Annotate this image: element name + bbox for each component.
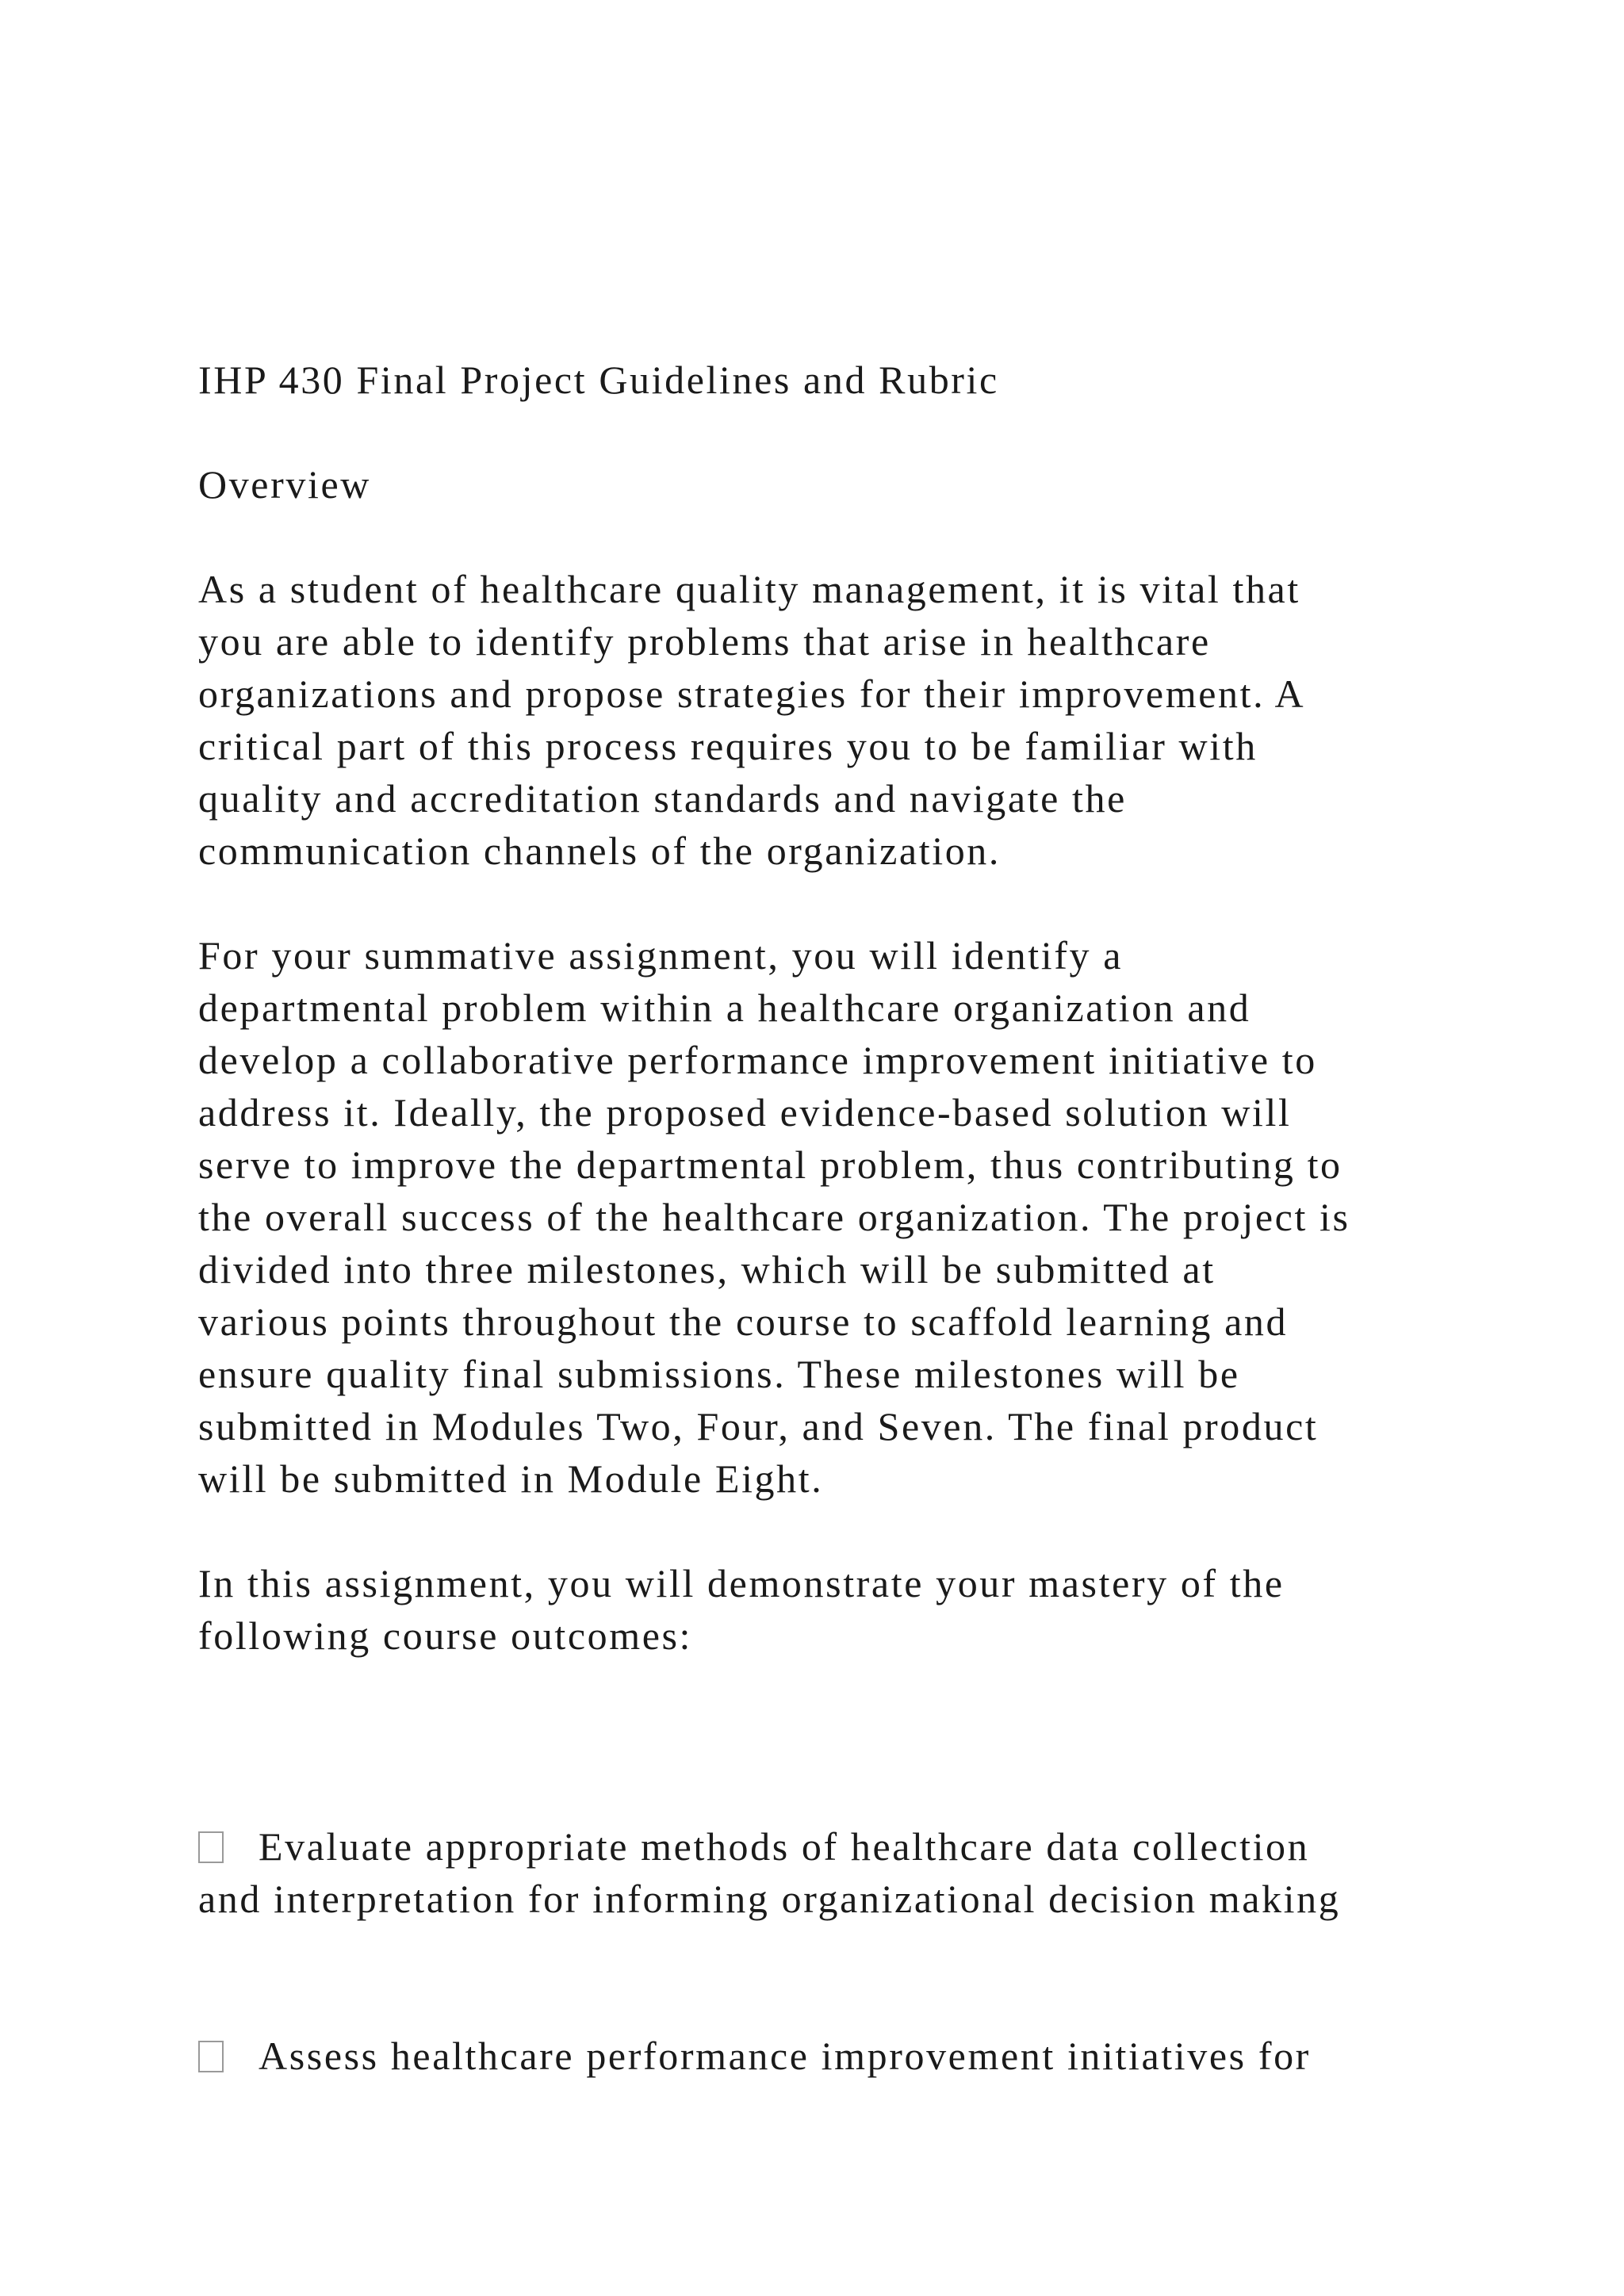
paragraph-line: As a student of healthcare quality management, it is vital that [198,567,1300,611]
paragraph-line: will be submitted in Module Eight. [198,1456,824,1501]
paragraph-intro [198,563,1515,877]
bullet-placeholder-icon [198,1831,224,1863]
paragraph-line: the overall success of the healthcare organization. The project is [198,1195,1350,1239]
paragraph-line: critical part of this process requires you to be familiar with [198,724,1258,768]
paragraph-line: submitted in Modules Two, Four, and Seven. The final product [198,1404,1319,1448]
paragraph-line: address it. Ideally, the proposed evidence-based solution will [198,1090,1292,1135]
outcome-text: Evaluate appropriate methods of healthcare data collection [259,1824,1310,1869]
paragraph-line: develop a collaborative performance improvement initiative to [198,1038,1317,1082]
bullet-placeholder-icon [198,2041,224,2072]
paragraph-line: In this assignment, you will demonstrate your mastery of the [198,1561,1285,1605]
paragraph-line: departmental problem within a healthcare organization and [198,985,1251,1030]
overview-heading: Overview [198,462,371,507]
outcome-line [198,2030,1515,2082]
paragraph-line: various points throughout the course to scaffold learning and [198,1299,1289,1344]
paragraph-line: following course outcomes: [198,1613,693,1658]
paragraph-line: serve to improve the departmental problem, thus contributing to [198,1142,1342,1187]
document-title-block [198,354,1515,406]
paragraph-line: ensure quality final submissions. These milestones will be [198,1352,1240,1396]
paragraph-summative [198,929,1515,1505]
outcome-line: and interpretation for informing organizational decision making [198,1877,1341,1921]
paragraph-line: divided into three milestones, which will be submitted at [198,1247,1216,1292]
outcome-line [198,1820,1515,1873]
outcome-text: Assess healthcare performance improvement initiatives for [259,2034,1311,2078]
paragraph-outcomes-intro [198,1557,1515,1662]
outcome-item-1 [198,1820,1515,1925]
paragraph-line: communication channels of the organization. [198,828,1001,873]
paragraph-line: you are able to identify problems that arise in healthcare [198,619,1211,664]
paragraph-line: organizations and propose strategies for their improvement. A [198,672,1306,716]
paragraph-line: For your summative assignment, you will identify a [198,933,1123,978]
paragraph-line: quality and accreditation standards and navigate the [198,776,1127,821]
outcome-item-2 [198,2030,1515,2082]
document-title: IHP 430 Final Project Guidelines and Rubric [198,358,999,402]
overview-heading-block [198,458,1515,511]
